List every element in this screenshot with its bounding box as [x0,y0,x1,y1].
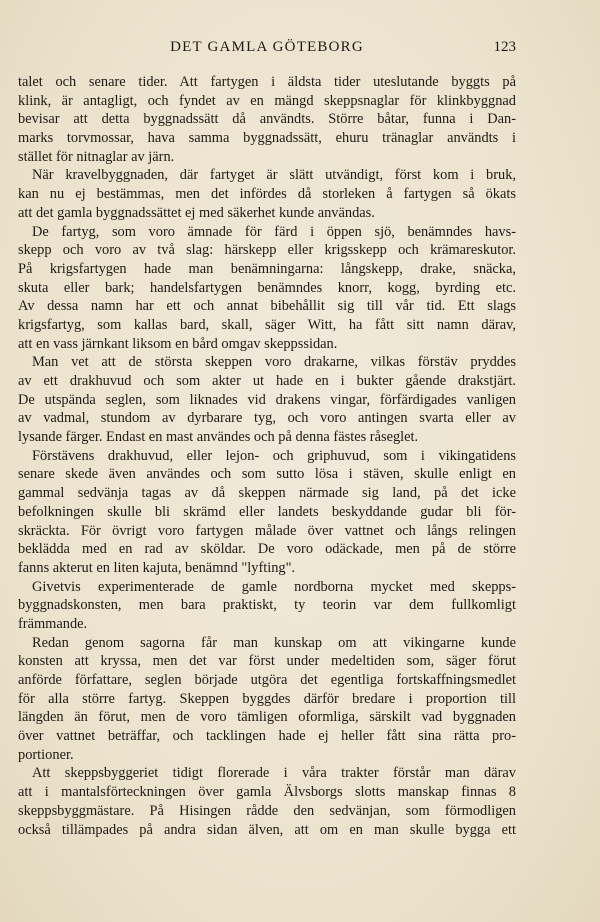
text-line: Av dessa namn har ett och annat bibehållit sig till vår tid. Ett slags [18,298,516,315]
text-line: anförde författare, seglen började utgöra det egentliga fortskaffningsmedlet [18,672,516,688]
running-title: DET GAMLA GÖTEBORG [170,39,364,55]
text-line: av vadmal, stundom av dyrbarare tyg, och voro antingen svarta eller av [18,410,516,427]
text-line: krigsfartyg, som kallas bard, skall, säger Witt, ha fått sitt namn därav, [18,316,516,333]
text-line: På krigsfartygen hade man benämningarna: långskepp, drake, snäcka, [18,260,516,277]
text-line: talet och senare tider. Att fartygen i äldsta tider uteslutande byggts på [18,74,516,90]
text-line: bevisar att detta byggnadssätt då användts. Större båtar, funna i Dan- [18,111,516,128]
text-line: De utspända seglen, som liknades vid drakens vingar, förfärdigades vanligen [18,391,516,408]
text-line: senare skede även användes och som sutto lösa i stäven, skulle enligt en [18,466,516,483]
text-line: När kravelbyggnaden, där fartyget är slätt utvändigt, först kom i bruk, [32,167,516,184]
text-line: av ett drakhuvud och som akter ut hade en i bukter gående drakstjärt. [18,373,516,389]
text-line: lysande färger. Endast en mast användes och på denna fästes råseglet. [18,429,419,446]
text-line: beklädda med en rad av sköldar. De voro odäckade, men på de större [18,541,516,558]
text-line: kan nu ej bestämmas, men det infördes då storleken å fartygen så ökats [18,186,516,203]
text-line: Givetvis experimenterade de gamle nordborna mycket med skepps- [32,578,516,595]
text-line: Förstävens drakhuvud, eller lejon- och griphuvud, som i vikingatidens [32,447,516,464]
page-header [18,36,516,60]
page-number: 123 [493,39,516,55]
text-line: De fartyg, som voro ämnade för färd i öppen sjö, benämndes havs- [32,223,516,240]
text-line: stället för nitnaglar av järn. [18,148,175,165]
text-line: Redan genom sagorna får man kunskap om att vikingarne kunde [32,634,516,651]
text-line: marks torvmossar, hava samma byggnadssätt, ehuru tränaglar användts i [18,130,516,147]
text-line: för alla större fartyg. Skeppen byggdes därför bredare i proportion till [18,690,516,707]
text-line: skräckta. För övrigt voro fartygen målade över vattnet och långs relingen [18,522,516,539]
text-line: över vattnet beträffar, och tacklingen hade ej heller fått sina rätta pro- [18,728,516,745]
text-line: Att skeppsbyggeriet tidigt florerade i våra trakter förstår man därav [32,765,516,782]
text-line: byggnadskonsten, men bara praktiskt, ty teorin var dem fullkomligt [18,597,516,614]
text-line: att en vass järnkant liksom en bård omgav skeppssidan. [18,335,338,352]
text-line: Man vet att de största skeppen voro drakarne, vilkas förstäv pryddes [32,354,516,371]
text-line: portioner. [18,746,74,763]
text-line: längden än förut, men de voro tämligen oformliga, särskilt vad byggnaden [18,709,516,726]
text-line: skepp och voro av två slag: härskepp eller krigsskepp och krämareskutor. [18,242,516,259]
text-line: klink, är antagligt, och fyndet av en mängd skeppsnaglar för klinkbyggnad [18,92,516,109]
text-line: konsten att kryssa, men det var först under medeltiden som, säger förut [18,653,516,670]
text-line: skeppsbyggmästare. På Hisingen rådde den sedvänjan, som förmodligen [18,802,516,819]
text-line: att i mantalsförteckningen över gamla Älvsborgs slotts manskap finnas 8 [18,784,516,801]
text-line: också tillämpades på andra sidan älven, att om en man skulle bygga ett [18,821,516,838]
body-text [18,73,516,839]
text-line: gammal sedvänja tagas av då skeppen närmade sig land, på det icke [18,485,516,502]
text-line: främmande. [18,615,88,632]
text-line: fanns akterut en liten kajuta, benämnd "lyfting". [18,559,296,576]
text-line: befolkningen skulle bli skrämd eller landets beskyddande gudar bli för- [18,503,516,520]
text-line: att det gamla byggnadssättet ej med säkerhet kunde användas. [18,204,375,221]
text-line: skuta eller bark; handelsfartygen benämndes knorr, kogg, byrding etc. [18,279,516,296]
